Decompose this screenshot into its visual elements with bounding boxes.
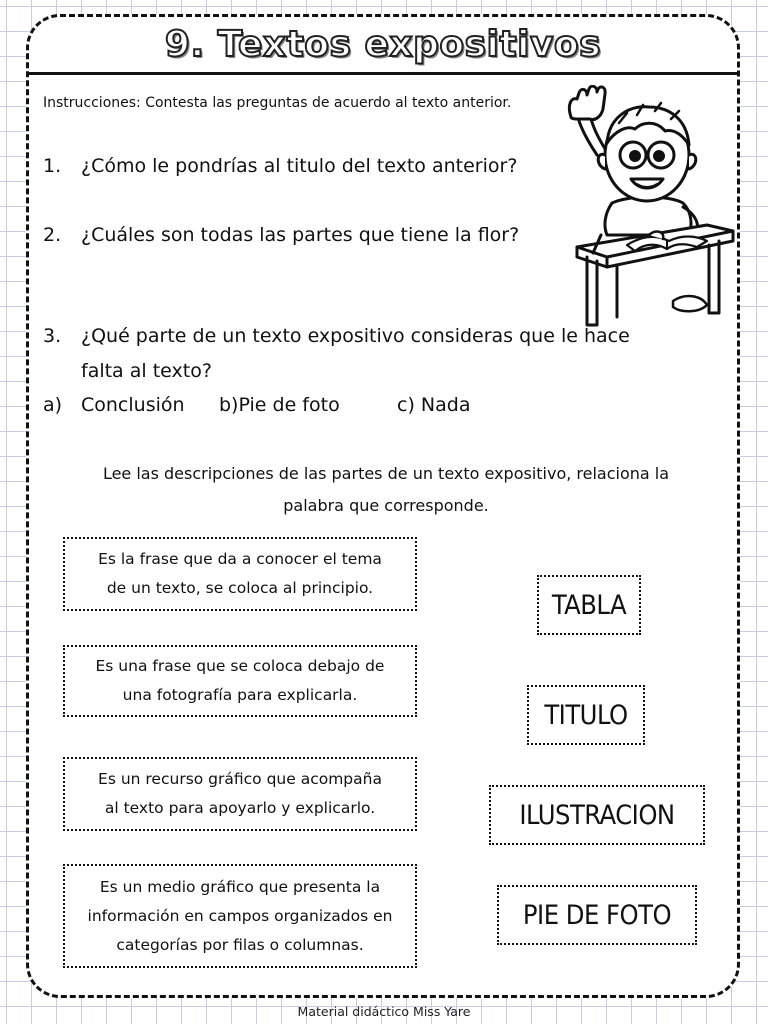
title-bar [29,17,737,75]
page-title: 9. Textos expositivos [164,24,602,65]
description-line: una fotografía para explicarla. [122,686,358,704]
footer: Material didáctico Miss Yare [297,1004,471,1019]
option-a-label: a) [43,394,63,416]
description-box-3 [63,757,417,831]
description-box-2 [63,645,417,717]
question-number: 3. [43,325,62,347]
description-line: Es un medio gráfico que presenta la [99,877,381,896]
question-number: 1. [43,155,62,177]
question-number: 2. [43,224,62,246]
worksheet-card [26,14,740,998]
word-box-ilustracion: ILUSTRACION [489,785,705,845]
description-box-1 [63,537,417,611]
question-text-line2: falta al texto? [81,360,212,382]
description-line: categorías por filas o columnas. [116,935,364,954]
question-text: ¿Cómo le pondrías al titulo del texto anterior? [81,155,518,177]
description-line: Es un recurso gráfico que acompaña [98,770,382,788]
description-line: Es la frase que da a conocer el tema [98,550,382,568]
word-box-pie-de-foto: PIE DE FOTO [497,885,697,945]
matching-instructions-line2: palabra que corresponde. [283,496,489,515]
description-line: información en campos organizados en [87,906,393,925]
option-b: b)Pie de foto [219,394,340,416]
question-text-line1: ¿Qué parte de un texto expositivo consideras que le hace [81,325,630,347]
description-box-4 [63,864,417,968]
description-line: Es una frase que se coloca debajo de [95,657,385,675]
word-box-tabla: TABLA [537,575,641,635]
description-line: al texto para apoyarlo y explicarlo. [104,799,376,817]
option-a: Conclusión [81,394,185,416]
word-box-titulo: TITULO [527,685,645,745]
question-text: ¿Cuáles son todas las partes que tiene la flor? [81,224,520,246]
option-c: c) Nada [397,394,471,416]
student-at-desk-icon [557,85,735,331]
matching-instructions-line1: Lee las descripciones de las partes de un texto expositivo, relaciona la [102,464,670,483]
matching-instructions [29,458,743,522]
instructions: Instrucciones: Contesta las preguntas de acuerdo al texto anterior. [43,95,512,111]
description-line: de un texto, se coloca al principio. [106,579,374,597]
